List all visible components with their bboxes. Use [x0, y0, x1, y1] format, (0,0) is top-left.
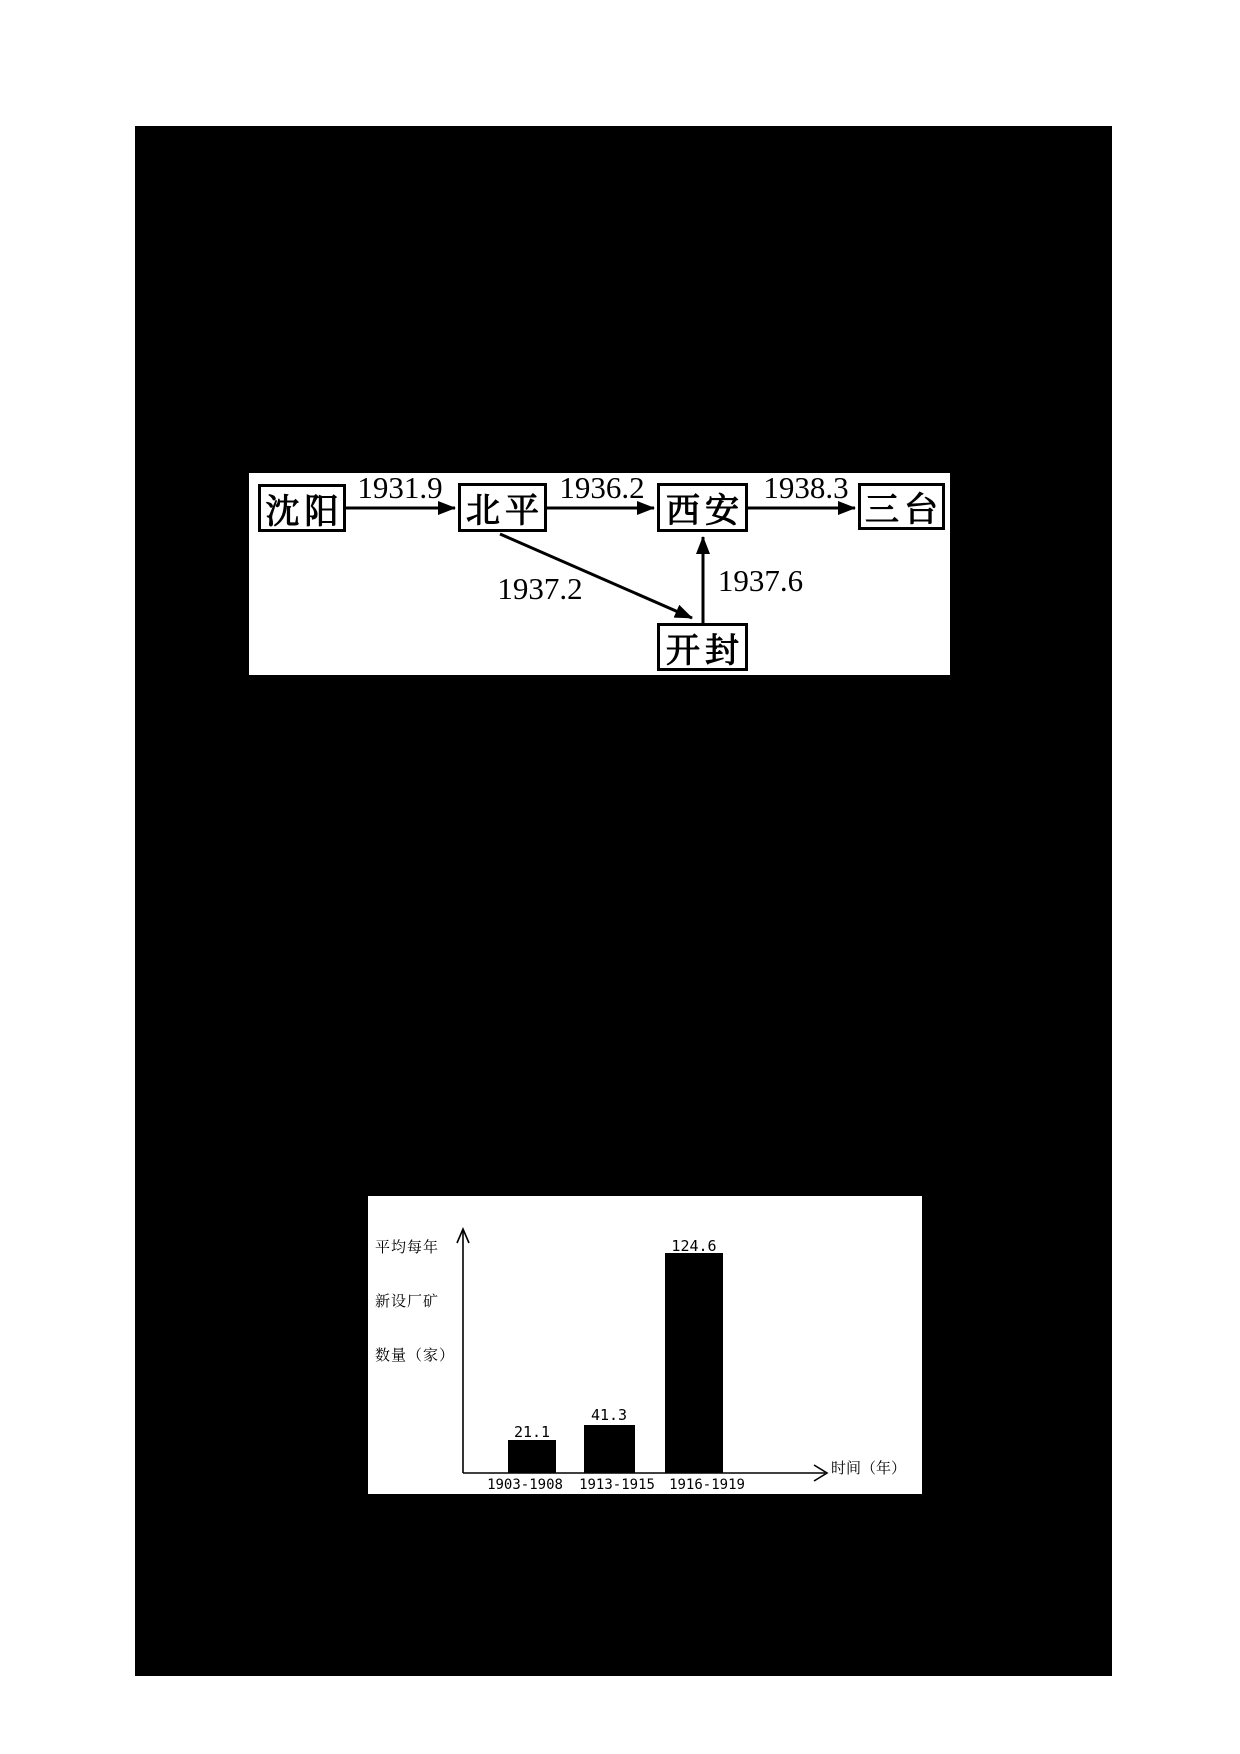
bar-value-label-1: 21.1 [513, 1423, 551, 1441]
flowchart-panel [249, 470, 950, 675]
bar-chart-panel [368, 1196, 922, 1494]
flow-node-beiping: 北平 [458, 483, 547, 532]
flow-node-kaifeng: 开封 [657, 623, 748, 671]
edge-date-1937-6: 1937.6 [717, 563, 804, 598]
flow-node-shenyang: 沈阳 [258, 484, 346, 532]
bar-1916-1919 [665, 1253, 723, 1473]
edge-date-1938-3: 1938.3 [763, 470, 849, 505]
x-axis-label: 时间（年） [831, 1459, 907, 1477]
bar-1903-1908 [508, 1440, 556, 1473]
bar-1913-1915 [584, 1425, 635, 1473]
flow-node-xian: 西安 [657, 483, 748, 532]
bar-value-label-3: 124.6 [671, 1237, 717, 1255]
y-axis-label-line2: 新设厂矿 [375, 1292, 440, 1310]
edge-date-1936-2: 1936.2 [559, 470, 645, 505]
edge-date-1937-2: 1937.2 [497, 571, 583, 606]
y-axis-label [375, 1202, 455, 1400]
x-tick-label-3: 1916-1919 [669, 1477, 745, 1493]
y-axis-label-line3: 数量（家） [375, 1346, 456, 1364]
flow-node-santai: 三台 [858, 483, 945, 530]
bar-value-label-2: 41.3 [590, 1406, 628, 1424]
edge-date-1931-9: 1931.9 [357, 470, 443, 505]
y-axis-label-line1: 平均每年 [375, 1238, 440, 1256]
scan-black-background [135, 126, 1112, 1676]
x-tick-label-1: 1903-1908 [487, 1477, 563, 1493]
x-tick-label-2: 1913-1915 [579, 1477, 655, 1493]
